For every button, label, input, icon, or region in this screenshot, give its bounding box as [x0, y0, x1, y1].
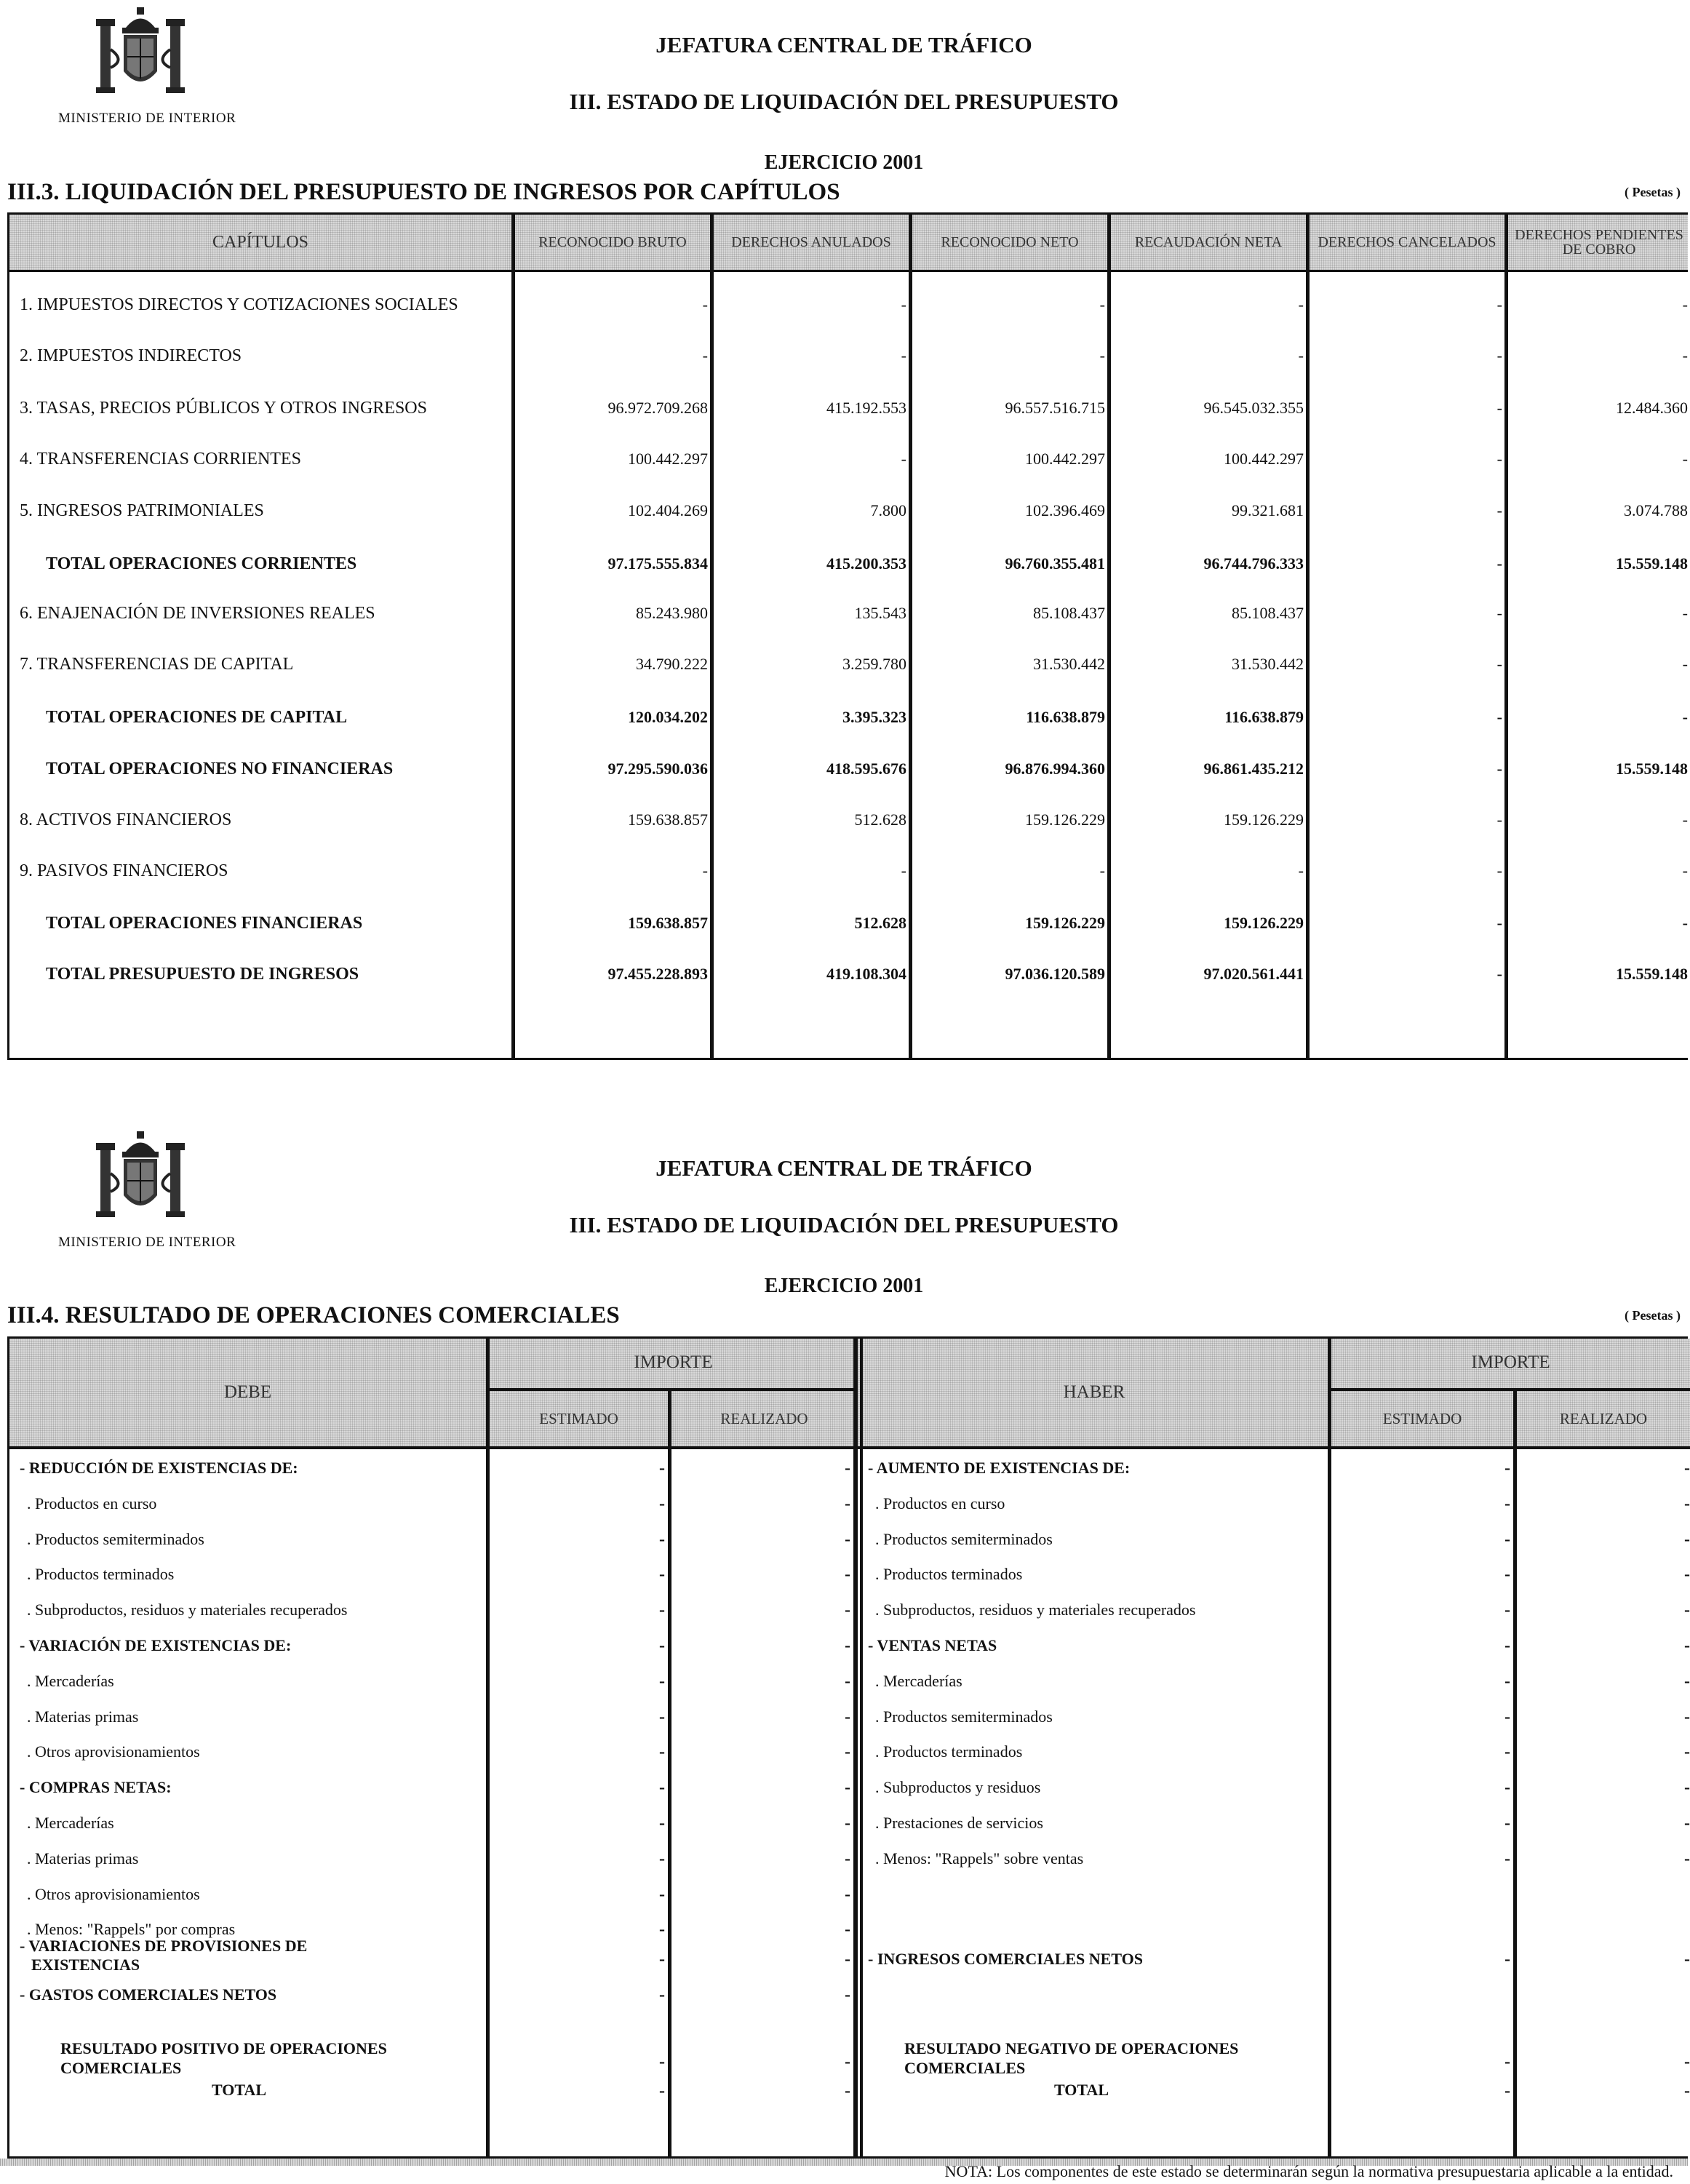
haber-row: . Menos: "Rappels" sobre ventas — [875, 1849, 1084, 1868]
value-dash: - — [845, 1459, 850, 1478]
value-dash: - — [845, 1671, 850, 1691]
col-divider — [853, 1339, 858, 2156]
row-value: - — [1496, 655, 1502, 673]
nota-footnote: NOTA: Los componentes de este estado se determinarán según la normativa presupuestaria aplicable a la entidad. — [944, 2162, 1673, 2180]
value-dash: - — [845, 1849, 850, 1868]
row-value: 419.108.304 — [826, 965, 906, 983]
value-dash: - — [659, 2081, 665, 2100]
page1-subtitle: III. ESTADO DE LIQUIDACIÓN DEL PRESUPUESTO — [569, 89, 1119, 114]
header-derechos-anulados: DERECHOS ANULADOS — [731, 234, 891, 250]
value-dash: - — [659, 1671, 665, 1691]
value-dash: - — [659, 2052, 665, 2071]
col-divider — [860, 1339, 863, 2156]
ingresos-table-row — [9, 798, 1688, 842]
value-dash: - — [1684, 2052, 1690, 2071]
page2-title: JEFATURA CENTRAL DE TRÁFICO — [655, 1155, 1032, 1181]
header-derechos-pendientes: DERECHOS PENDIENTES DE COBRO — [1515, 227, 1683, 258]
value-dash: - — [1684, 1742, 1690, 1762]
col-divider — [1328, 1339, 1331, 2156]
row-value: - — [1496, 914, 1502, 932]
value-dash: - — [845, 2081, 850, 2100]
row-value: 159.638.857 — [628, 810, 708, 829]
value-dash: - — [659, 1849, 665, 1868]
debe-row: - VARIACIÓN DE EXISTENCIAS DE: — [20, 1636, 292, 1654]
header-derechos-cancelados: DERECHOS CANCELADOS — [1318, 234, 1496, 250]
value-dash: - — [845, 1565, 850, 1585]
value-dash: - — [1684, 1529, 1690, 1549]
value-dash: - — [845, 1920, 850, 1940]
row-value: - — [901, 346, 906, 364]
row-value: 159.126.229 — [1025, 914, 1105, 932]
row-value: 96.760.355.481 — [1005, 554, 1105, 573]
ingresos-table-row — [9, 283, 1688, 327]
ingresos-table-row — [9, 747, 1688, 791]
col-divider — [1513, 1391, 1517, 2156]
value-dash: - — [659, 1601, 665, 1620]
ingresos-table-row — [9, 489, 1688, 533]
haber-ingresos-comerciales: - INGRESOS COMERCIALES NETOS — [868, 1950, 1143, 1968]
value-dash: - — [659, 1742, 665, 1762]
row-value: - — [1496, 861, 1502, 880]
debe-gastos-comerciales: - GASTOS COMERCIALES NETOS — [20, 1985, 277, 2004]
col-divider — [486, 1339, 490, 2156]
haber-row: . Subproductos, residuos y materiales recuperados — [875, 1601, 1196, 1619]
header-reconocido-neto: RECONOCIDO NETO — [941, 234, 1079, 250]
row-value: - — [1298, 295, 1304, 314]
row-value: - — [1099, 346, 1105, 364]
value-dash: - — [845, 1985, 850, 2004]
row-label: 8. ACTIVOS FINANCIEROS — [20, 810, 232, 829]
row-value: 96.972.709.268 — [607, 399, 708, 417]
ingresos-table-row — [9, 542, 1688, 586]
row-value: 116.638.879 — [1224, 708, 1304, 726]
estimado-header-left: ESTIMADO — [539, 1409, 618, 1427]
haber-header: HABER — [1063, 1382, 1125, 1402]
row-value: 159.638.857 — [628, 914, 708, 932]
row-value: 415.200.353 — [826, 554, 906, 573]
row-value: - — [1682, 604, 1688, 622]
value-dash: - — [1504, 1707, 1510, 1726]
value-dash: - — [1504, 1459, 1510, 1478]
page2-unit: ( Pesetas ) — [1625, 1308, 1681, 1323]
row-value: - — [1496, 965, 1502, 983]
ingresos-table-row — [9, 591, 1688, 635]
value-dash: - — [659, 1707, 665, 1726]
row-label: 5. INGRESOS PATRIMONIALES — [20, 501, 264, 520]
row-value: 97.295.590.036 — [607, 760, 708, 778]
haber-row: . Subproductos y residuos — [875, 1778, 1041, 1797]
value-dash: - — [659, 1920, 665, 1940]
row-value: - — [702, 861, 708, 880]
value-dash: - — [1504, 1778, 1510, 1798]
ingresos-table-row — [9, 386, 1688, 430]
row-value: - — [1496, 346, 1502, 364]
debe-row: . Productos terminados — [27, 1565, 175, 1584]
row-value: - — [1682, 655, 1688, 673]
importe-header-right: IMPORTE — [1471, 1352, 1550, 1372]
row-value: 15.559.148 — [1616, 965, 1688, 983]
row-value: - — [1298, 861, 1304, 880]
row-value: - — [702, 346, 708, 364]
value-dash: - — [1504, 1636, 1510, 1655]
row-value: 120.034.202 — [628, 708, 708, 726]
row-value: 96.557.516.715 — [1005, 399, 1105, 417]
row-label: 1. IMPUESTOS DIRECTOS Y COTIZACIONES SOCIALES — [20, 295, 458, 314]
value-dash: - — [1684, 1601, 1690, 1620]
row-value: 85.108.437 — [1232, 604, 1304, 622]
row-label: 6. ENAJENACIÓN DE INVERSIONES REALES — [20, 604, 375, 623]
row-value: 100.442.297 — [1025, 450, 1105, 468]
value-dash: - — [659, 1459, 665, 1478]
row-value: - — [1682, 810, 1688, 829]
haber-row: . Productos semiterminados — [875, 1707, 1053, 1726]
ingresos-table-row — [9, 952, 1688, 996]
row-value: 3.395.323 — [842, 708, 906, 726]
header-capitulos: CAPÍTULOS — [212, 233, 308, 252]
ingresos-table-row — [9, 642, 1688, 686]
row-value: - — [702, 295, 708, 314]
debe-provisiones-line2: EXISTENCIAS — [31, 1956, 140, 1974]
row-value: 12.484.360 — [1616, 399, 1688, 417]
haber-row: . Productos terminados — [875, 1565, 1023, 1584]
value-dash: - — [845, 1884, 850, 1904]
row-value: - — [1099, 861, 1105, 880]
row-value: - — [1298, 346, 1304, 364]
row-value: 3.259.780 — [842, 655, 906, 673]
row-label: 9. PASIVOS FINANCIEROS — [20, 861, 228, 880]
ingresos-table-row — [9, 334, 1688, 378]
value-dash: - — [845, 1529, 850, 1549]
value-dash: - — [845, 1494, 850, 1513]
row-value: 7.800 — [870, 501, 906, 519]
value-dash: - — [1504, 1529, 1510, 1549]
importe-header-left: IMPORTE — [634, 1352, 713, 1372]
page2-subtitle: III. ESTADO DE LIQUIDACIÓN DEL PRESUPUESTO — [569, 1212, 1119, 1238]
row-value: 116.638.879 — [1026, 708, 1105, 726]
value-dash: - — [1504, 2052, 1510, 2071]
value-dash: - — [845, 2052, 850, 2071]
row-value: 96.861.435.212 — [1203, 760, 1304, 778]
debe-row: . Mercaderías — [27, 1814, 114, 1832]
page2-section-title: III.4. RESULTADO DE OPERACIONES COMERCIALES — [7, 1302, 620, 1328]
row-value: - — [1682, 450, 1688, 468]
row-value: 15.559.148 — [1616, 554, 1688, 573]
page1-unit: ( Pesetas ) — [1625, 185, 1681, 199]
row-value: - — [1682, 861, 1688, 880]
row-label: TOTAL OPERACIONES FINANCIERAS — [46, 914, 363, 933]
row-value: - — [1682, 708, 1688, 726]
ingresos-table-row — [9, 901, 1688, 945]
value-dash: - — [1504, 1601, 1510, 1620]
row-value: 512.628 — [854, 810, 906, 829]
row-value: - — [901, 450, 906, 468]
row-value: 15.559.148 — [1616, 760, 1688, 778]
debe-row: . Menos: "Rappels" por compras — [27, 1920, 236, 1939]
debe-row: . Materias primas — [27, 1707, 139, 1726]
value-dash: - — [845, 1814, 850, 1833]
value-dash: - — [1684, 1950, 1690, 1969]
haber-row: - VENTAS NETAS — [868, 1636, 997, 1654]
row-value: 34.790.222 — [636, 655, 708, 673]
page1-title: JEFATURA CENTRAL DE TRÁFICO — [655, 32, 1032, 57]
row-value: - — [1496, 760, 1502, 778]
haber-row: . Prestaciones de servicios — [875, 1814, 1043, 1832]
value-dash: - — [1684, 1849, 1690, 1868]
value-dash: - — [1684, 1814, 1690, 1833]
row-label: TOTAL OPERACIONES DE CAPITAL — [46, 708, 348, 727]
row-value: 31.530.442 — [1232, 655, 1304, 673]
haber-total-label: TOTAL — [1054, 2081, 1109, 2099]
value-dash: - — [659, 1814, 665, 1833]
debe-row: . Mercaderías — [27, 1671, 114, 1690]
debe-row: . Materias primas — [27, 1849, 139, 1868]
value-dash: - — [845, 1601, 850, 1620]
value-dash: - — [1684, 1636, 1690, 1655]
row-label: 2. IMPUESTOS INDIRECTOS — [20, 346, 242, 365]
ingresos-table-header — [9, 215, 1688, 272]
ministry-name: MINISTERIO DE INTERIOR — [58, 1235, 236, 1250]
row-value: - — [1496, 450, 1502, 468]
haber-row: . Productos semiterminados — [875, 1529, 1053, 1548]
value-dash: - — [1504, 1671, 1510, 1691]
page1-section-title: III.3. LIQUIDACIÓN DEL PRESUPUESTO DE INGRESOS POR CAPÍTULOS — [7, 179, 840, 205]
row-value: - — [1496, 604, 1502, 622]
row-value: 100.442.297 — [1224, 450, 1304, 468]
value-dash: - — [1684, 1707, 1690, 1726]
row-value: 102.404.269 — [628, 501, 708, 519]
estimado-header-right: ESTIMADO — [1382, 1409, 1462, 1427]
row-value: - — [1496, 295, 1502, 314]
operaciones-comerciales-table — [7, 1336, 1688, 2159]
row-value: - — [1496, 399, 1502, 417]
debe-row: - COMPRAS NETAS: — [20, 1778, 172, 1797]
haber-row: . Productos terminados — [875, 1742, 1023, 1761]
col-divider — [668, 1391, 671, 2156]
row-value: - — [1682, 346, 1688, 364]
row-value: 159.126.229 — [1224, 810, 1304, 829]
row-value: - — [901, 295, 906, 314]
debe-total-label: TOTAL — [212, 2081, 266, 2099]
debe-row: . Productos en curso — [27, 1494, 157, 1513]
value-dash: - — [1684, 1459, 1690, 1478]
row-value: 135.543 — [854, 604, 906, 622]
value-dash: - — [659, 1636, 665, 1655]
header-recaudacion-neta: RECAUDACIÓN NETA — [1134, 234, 1283, 250]
debe-row: . Subproductos, residuos y materiales recuperados — [27, 1601, 348, 1619]
row-value: 99.321.681 — [1232, 501, 1304, 519]
page2-ejercicio: EJERCICIO 2001 — [764, 1275, 924, 1297]
row-value: - — [1496, 501, 1502, 519]
row-label: TOTAL OPERACIONES NO FINANCIERAS — [46, 760, 394, 778]
header-reconocido-bruto: RECONOCIDO BRUTO — [538, 234, 687, 250]
row-value: 418.595.676 — [826, 760, 906, 778]
row-label: TOTAL PRESUPUESTO DE INGRESOS — [46, 965, 359, 984]
row-value: 100.442.297 — [628, 450, 708, 468]
row-value: 96.876.994.360 — [1005, 760, 1105, 778]
value-dash: - — [845, 1950, 850, 1969]
row-label: 3. TASAS, PRECIOS PÚBLICOS Y OTROS INGRESOS — [20, 399, 427, 418]
value-dash: - — [845, 1778, 850, 1798]
debe-provisiones-line1: - VARIACIONES DE PROVISIONES DE — [20, 1937, 308, 1955]
row-value: 97.036.120.589 — [1005, 965, 1105, 983]
value-dash: - — [1684, 2081, 1690, 2100]
value-dash: - — [659, 1529, 665, 1549]
value-dash: - — [1504, 2081, 1510, 2100]
resultado-negativo-line2: COMERCIALES — [904, 2059, 1026, 2077]
row-value: - — [1496, 554, 1502, 573]
row-value: 97.020.561.441 — [1203, 965, 1304, 983]
value-dash: - — [1684, 1565, 1690, 1585]
haber-row: - AUMENTO DE EXISTENCIAS DE: — [868, 1459, 1131, 1477]
row-value: 96.545.032.355 — [1203, 399, 1304, 417]
haber-row: . Productos en curso — [875, 1494, 1005, 1513]
row-value: 415.192.553 — [826, 399, 906, 417]
row-value: 512.628 — [854, 914, 906, 932]
row-value: - — [901, 861, 906, 880]
row-value: - — [1682, 914, 1688, 932]
value-dash: - — [1504, 1814, 1510, 1833]
value-dash: - — [845, 1742, 850, 1762]
row-value: - — [1682, 295, 1688, 314]
debe-row: . Otros aprovisionamientos — [27, 1742, 200, 1761]
row-value: 159.126.229 — [1224, 914, 1304, 932]
debe-row: . Otros aprovisionamientos — [27, 1884, 200, 1903]
debe-row: - REDUCCIÓN DE EXISTENCIAS DE: — [20, 1459, 298, 1477]
value-dash: - — [659, 1778, 665, 1798]
ingresos-table-row — [9, 849, 1688, 893]
value-dash: - — [659, 1565, 665, 1585]
value-dash: - — [659, 1494, 665, 1513]
value-dash: - — [1684, 1494, 1690, 1513]
row-value: 97.175.555.834 — [607, 554, 708, 573]
row-label: 4. TRANSFERENCIAS CORRIENTES — [20, 450, 301, 469]
value-dash: - — [659, 1950, 665, 1969]
row-value: 3.074.788 — [1624, 501, 1688, 519]
value-dash: - — [1684, 1778, 1690, 1798]
page1-ejercicio: EJERCICIO 2001 — [764, 151, 924, 174]
debe-row: . Productos semiterminados — [27, 1529, 204, 1548]
ingresos-table — [7, 212, 1688, 1060]
value-dash: - — [1504, 1849, 1510, 1868]
debe-header: DEBE — [223, 1382, 272, 1402]
ingresos-table-row — [9, 696, 1688, 739]
row-value: - — [1496, 810, 1502, 829]
resultado-negativo-line1: RESULTADO NEGATIVO DE OPERACIONES — [904, 2039, 1239, 2057]
row-label: TOTAL OPERACIONES CORRIENTES — [46, 554, 357, 573]
row-value: 85.243.980 — [636, 604, 708, 622]
ministry-name: MINISTERIO DE INTERIOR — [58, 111, 236, 126]
row-value: - — [1496, 708, 1502, 726]
value-dash: - — [1504, 1742, 1510, 1762]
row-value: 96.744.796.333 — [1203, 554, 1304, 573]
realizado-header-left: REALIZADO — [720, 1409, 808, 1427]
value-dash: - — [1504, 1565, 1510, 1585]
row-value: - — [1099, 295, 1105, 314]
header-bottom-line — [9, 1446, 1690, 1449]
realizado-header-right: REALIZADO — [1559, 1409, 1648, 1427]
row-label: 7. TRANSFERENCIAS DE CAPITAL — [20, 655, 294, 674]
resultado-positivo-line2: COMERCIALES — [60, 2059, 182, 2077]
value-dash: - — [845, 1707, 850, 1726]
row-value: 85.108.437 — [1033, 604, 1105, 622]
value-dash: - — [845, 1636, 850, 1655]
value-dash: - — [659, 1884, 665, 1904]
value-dash: - — [1504, 1950, 1510, 1969]
ingresos-table-row — [9, 437, 1688, 481]
value-dash: - — [659, 1985, 665, 2004]
value-dash: - — [1504, 1494, 1510, 1513]
resultado-positivo-line1: RESULTADO POSITIVO DE OPERACIONES — [60, 2039, 387, 2057]
row-value: 97.455.228.893 — [607, 965, 708, 983]
row-value: 102.396.469 — [1025, 501, 1105, 519]
row-value: 159.126.229 — [1025, 810, 1105, 829]
row-value: 31.530.442 — [1033, 655, 1105, 673]
haber-row: . Mercaderías — [875, 1671, 962, 1690]
value-dash: - — [1684, 1671, 1690, 1691]
